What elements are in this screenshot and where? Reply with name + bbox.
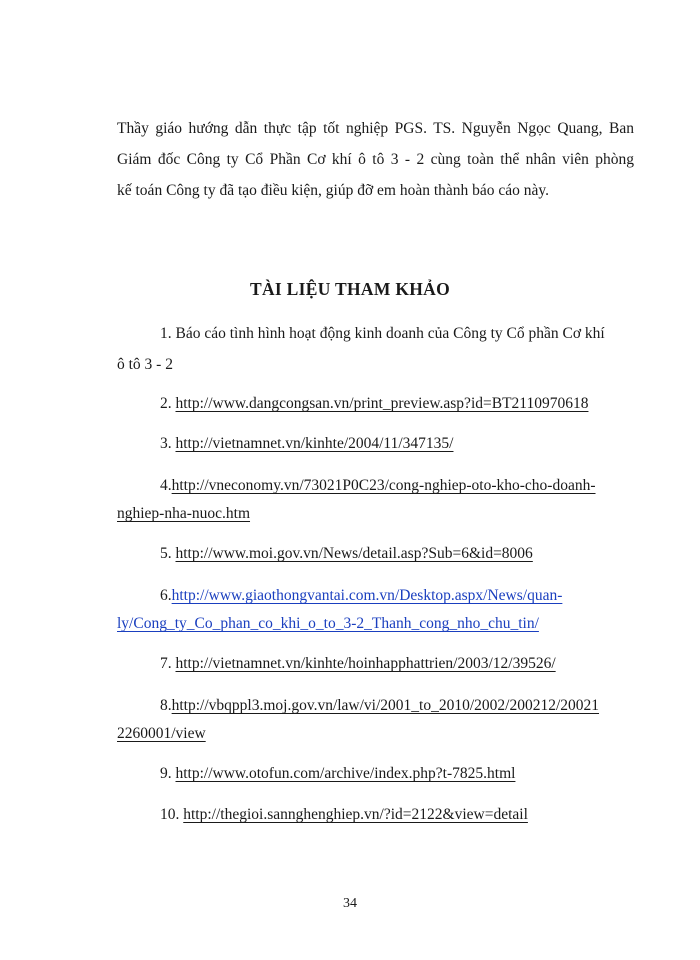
reference-item-3 xyxy=(160,432,453,456)
reference-text: 1. Báo cáo tình hình hoạt động kinh doanh của Công ty Cổ phần Cơ khí xyxy=(160,325,605,342)
reference-item-8 xyxy=(160,694,599,718)
reference-number: 7. xyxy=(160,655,176,672)
reference-item-9 xyxy=(160,762,515,786)
reference-link[interactable]: http://www.giaothongvantai.com.vn/Desktop.aspx/News/quan- xyxy=(171,587,563,604)
reference-link[interactable]: http://vietnamnet.vn/kinhte/hoinhapphattrien/2003/12/39526/ xyxy=(175,655,556,672)
reference-link[interactable]: http://www.otofun.com/archive/index.php?t-7825.html xyxy=(175,765,516,782)
reference-item-4-continued xyxy=(117,502,250,526)
reference-link[interactable]: ly/Cong_ty_Co_phan_co_khi_o_to_3-2_Thanh_cong_nho_chu_tin/ xyxy=(117,615,539,632)
references-heading: TÀI LIỆU THAM KHẢO xyxy=(249,279,451,299)
reference-item-4 xyxy=(160,474,596,498)
reference-number: 10. xyxy=(160,806,184,823)
reference-number: 5. xyxy=(160,545,176,562)
reference-item-6-continued xyxy=(117,612,539,636)
reference-item-7 xyxy=(160,652,556,676)
reference-item-6 xyxy=(160,584,562,608)
reference-link[interactable]: 2260001/view xyxy=(117,725,206,742)
reference-number: 4. xyxy=(160,477,172,494)
reference-link[interactable]: nghiep-nha-nuoc.htm xyxy=(117,505,251,522)
acknowledgement-line: Thầy giáo hướng dẫn thực tập tốt nghiệp PGS. TS. Nguyễn Ngọc Quang, Ban xyxy=(117,120,634,137)
page-number: 34 xyxy=(343,896,357,911)
reference-item-8-continued xyxy=(117,722,206,746)
acknowledgement-line: kế toán Công ty đã tạo điều kiện, giúp đỡ em hoàn thành báo cáo này. xyxy=(117,182,550,199)
reference-link[interactable]: http://www.dangcongsan.vn/print_preview.asp?id=BT2110970618 xyxy=(175,395,589,412)
reference-item-10 xyxy=(160,803,528,827)
reference-number: 9. xyxy=(160,765,176,782)
reference-number: 2. xyxy=(160,395,176,412)
reference-item-2 xyxy=(160,392,588,416)
reference-item-1 xyxy=(117,322,634,377)
acknowledgement-paragraph xyxy=(117,113,634,206)
reference-link[interactable]: http://thegioi.sannghenghiep.vn/?id=2122&view=detail xyxy=(183,806,528,823)
reference-number: 3. xyxy=(160,435,176,452)
reference-number: 6. xyxy=(160,587,172,604)
reference-text: ô tô 3 - 2 xyxy=(117,356,173,373)
reference-item-5 xyxy=(160,542,533,566)
reference-link[interactable]: http://www.moi.gov.vn/News/detail.asp?Sub=6&id=8006 xyxy=(175,545,533,562)
reference-link[interactable]: http://vbqppl3.moj.gov.vn/law/vi/2001_to_2010/2002/200212/20021 xyxy=(171,697,600,714)
acknowledgement-line: Giám đốc Công ty Cổ Phần Cơ khí ô tô 3 - 2 cùng toàn thể nhân viên phòng xyxy=(117,151,634,168)
reference-link[interactable]: http://vietnamnet.vn/kinhte/2004/11/347135/ xyxy=(175,435,454,452)
reference-number: 8. xyxy=(160,697,172,714)
reference-link[interactable]: http://vneconomy.vn/73021P0C23/cong-nghiep-oto-kho-cho-doanh- xyxy=(171,477,596,494)
